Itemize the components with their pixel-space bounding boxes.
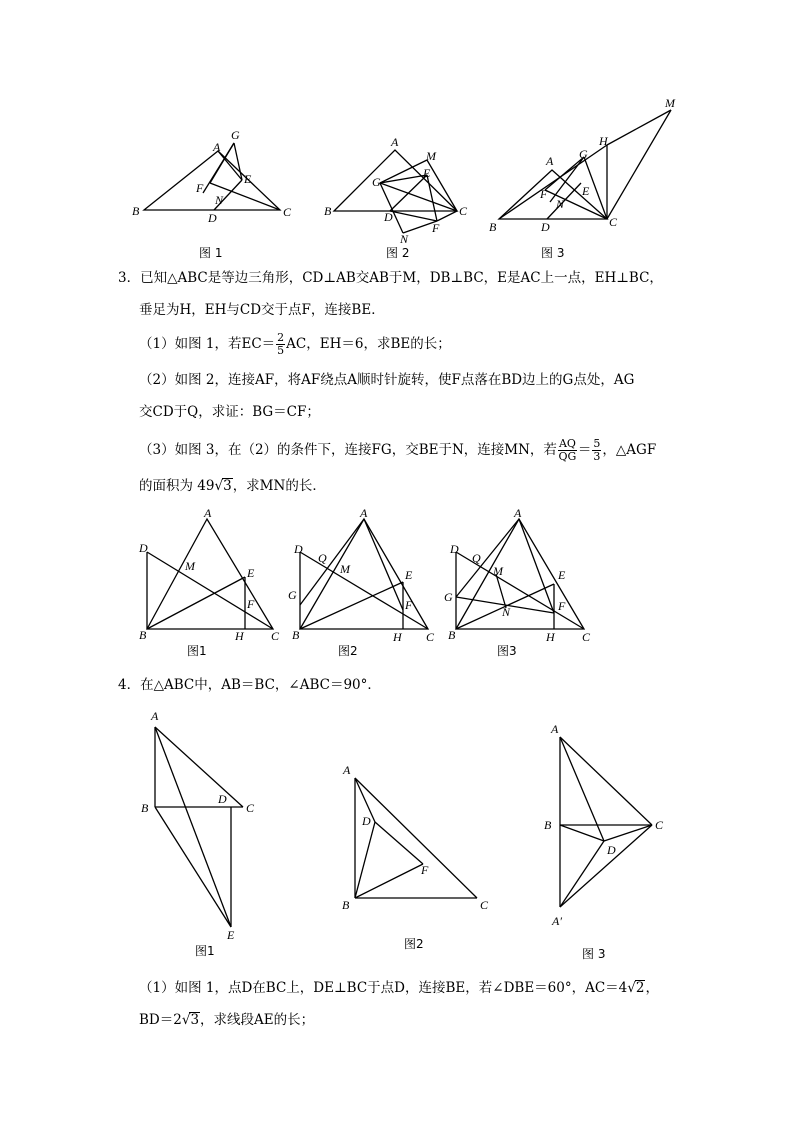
q3-figure-3 (444, 505, 594, 645)
frac-numerator: AQ (558, 437, 576, 450)
q4-caption-3: 图 3 (582, 947, 606, 961)
frac-denominator: 5 (277, 344, 285, 357)
label-a: A (343, 763, 351, 777)
frac-denominator: QG (558, 450, 577, 463)
q3-part2-line1: （2）如图 2，连接AF，将AF绕点A顺时针旋转，使F点落在BD边上的G点处，AG (139, 372, 635, 388)
q3-part3-fraction-aq-qg (558, 438, 577, 463)
label-f: F (405, 598, 413, 612)
label-d: D (208, 211, 217, 225)
label-b: B (448, 628, 456, 642)
q4-figure-3 (540, 715, 680, 935)
label-c: C (609, 215, 618, 229)
q3-part3-sqrt: 3 (223, 478, 232, 494)
label-b: B (292, 628, 300, 642)
q3-figure-1 (135, 505, 285, 645)
q3-number: 3． (118, 270, 141, 286)
segment-ac (560, 737, 652, 825)
label-a: A (213, 140, 221, 154)
q4-intro-line (118, 675, 381, 695)
segment-be (300, 582, 403, 629)
q4-caption-1: 图1 (195, 944, 215, 958)
segment-a-prime-c (560, 825, 652, 907)
segment-df (375, 822, 423, 864)
segment-bd (560, 825, 604, 841)
label-b: B (139, 628, 147, 642)
label-h: H (235, 629, 244, 643)
label-f: F (421, 863, 429, 877)
label-n: N (556, 197, 565, 211)
label-a-prime: A′ (552, 914, 562, 928)
label-c: C (426, 630, 435, 644)
top-caption-1: 图 1 (199, 246, 223, 260)
label-b: B (324, 204, 332, 218)
label-d: D (362, 814, 371, 828)
segment-fc (437, 211, 457, 221)
q3-part1-text-b: AC，EH＝6，求BE的长； (286, 336, 451, 352)
label-c: C (246, 801, 255, 815)
label-e: E (558, 568, 566, 582)
label-c: C (283, 205, 292, 219)
label-q: Q (318, 551, 327, 565)
label-a: A (551, 722, 559, 736)
q4-figure-1 (135, 705, 270, 945)
q3-part3-text-c: 的面积为 49 (139, 478, 215, 494)
top-figure-3 (485, 95, 685, 235)
segment-mc (607, 110, 671, 219)
q4-caption-2: 图2 (404, 937, 424, 951)
segment-ef (427, 175, 437, 221)
q4-part1-text-c: BD＝2 (139, 1012, 182, 1028)
top-figure-2 (320, 135, 480, 250)
label-g: G (444, 590, 453, 604)
label-f: F (558, 599, 566, 613)
q3-part2-line2: 交CD于Q，求证：BG＝CF； (139, 404, 320, 420)
label-e: E (247, 566, 255, 580)
label-f: F (432, 221, 440, 235)
q3-part1 (139, 332, 451, 357)
q4-intro-text: 在△ABC中，AB＝BC，∠ABC＝90°． (140, 677, 381, 693)
label-b: B (544, 818, 552, 832)
q3-part3-equals: ＝ (577, 442, 592, 458)
label-e: E (227, 928, 235, 942)
q4-part1-text-a: （1）如图 1，点D在BC上，DE⊥BC于点D，连接BE，若∠DBE＝60°，AC＝4 (139, 980, 628, 996)
segment-af (519, 519, 554, 613)
label-f: F (540, 187, 548, 201)
q3-part1-fraction (276, 332, 285, 357)
label-n: N (400, 232, 409, 246)
label-f: F (247, 597, 255, 611)
q3-caption-1: 图1 (187, 644, 207, 658)
q3-part3-line1 (139, 438, 656, 463)
segment-ae (155, 727, 231, 927)
label-d: D (384, 210, 393, 224)
label-c: C (480, 898, 489, 912)
label-h: H (546, 630, 555, 644)
label-g: G (231, 128, 240, 142)
label-n: N (502, 605, 511, 619)
q4-part1-line1: （1）如图 1，点D在BC上，DE⊥BC于点D，连接BE，若∠DBE＝60°，AC＝4√2， (139, 980, 659, 996)
label-m: M (493, 564, 503, 578)
label-b: B (342, 898, 350, 912)
q4-part1-text-d: ，求线段AE的长； (200, 1012, 315, 1028)
label-b: B (141, 801, 149, 815)
label-e: E (405, 568, 413, 582)
label-f: F (196, 181, 204, 195)
segment-be (155, 807, 231, 927)
label-g: G (288, 588, 297, 602)
label-a: A (151, 709, 159, 723)
label-m: M (665, 96, 675, 110)
frac-numerator: 2 (277, 331, 285, 344)
q4-figure-2 (335, 760, 495, 915)
frac-denominator: 3 (593, 450, 601, 463)
label-a: A (514, 506, 522, 520)
q3-intro-line2: 垂足为H，EH与CD交于点F，连接BE． (139, 302, 385, 318)
top-caption-3: 图 3 (541, 246, 565, 260)
q3-part3-text-b: ，△AGF (602, 442, 657, 458)
top-caption-2: 图 2 (386, 246, 410, 260)
label-m: M (185, 559, 195, 573)
q3-figure-2 (288, 505, 438, 645)
segment-af (364, 519, 403, 610)
label-d: D (294, 542, 303, 556)
label-h: H (393, 630, 402, 644)
label-e: E (423, 166, 431, 180)
frac-numerator: 5 (593, 437, 601, 450)
label-d: D (450, 542, 459, 556)
label-c: C (271, 629, 280, 643)
label-a: A (204, 506, 212, 520)
q4-part1-sqrt-2: 3 (190, 1012, 200, 1028)
label-c: C (582, 630, 591, 644)
segment-db (355, 822, 375, 898)
top-figure-1 (130, 125, 290, 230)
label-h: H (599, 134, 608, 148)
label-b: B (489, 220, 497, 234)
segment-ga (300, 519, 364, 605)
q3-part3-text-a: （3）如图 3，在（2）的条件下，连接FG，交BE于N，连接MN，若 (139, 442, 557, 458)
segment-ac (355, 778, 477, 898)
label-n: N (215, 193, 224, 207)
label-d: D (218, 792, 227, 806)
label-d: D (139, 541, 148, 555)
label-a: A (546, 154, 554, 168)
q3-intro-line1 (118, 268, 663, 288)
q4-number: 4． (118, 677, 141, 693)
segment-dc (604, 825, 652, 841)
q3-caption-3: 图3 (497, 644, 517, 658)
label-a: A (391, 135, 399, 149)
label-c: C (459, 204, 468, 218)
q4-part1-line2: BD＝2√3，求线段AE的长； (139, 1012, 315, 1028)
q3-part1-text-a: （1）如图 1，若EC＝ (139, 336, 276, 352)
label-g: G (372, 175, 381, 189)
segment-ac (155, 727, 243, 807)
q3-part3-fraction-5-3 (592, 438, 601, 463)
q3-part3-text-d: ，求MN的长． (232, 478, 326, 494)
label-m: M (426, 149, 436, 163)
label-d: D (607, 843, 616, 857)
segment-bf (355, 864, 423, 898)
q3-intro-text-1: 已知△ABC是等边三角形，CD⊥AB交AB于M，DB⊥BC，E是AC上一点，EH⊥BC， (140, 270, 663, 286)
q4-part1-sqrt-1: 2 (635, 980, 645, 996)
label-g: G (579, 147, 588, 161)
label-d: D (541, 220, 550, 234)
label-c: C (655, 818, 664, 832)
label-a: A (360, 506, 368, 520)
label-e: E (582, 184, 590, 198)
segment-dc (147, 552, 273, 629)
label-q: Q (472, 551, 481, 565)
label-e: E (244, 172, 252, 186)
q4-part1-text-b: ， (645, 980, 659, 996)
q3-caption-2: 图2 (338, 644, 358, 658)
label-m: M (340, 562, 350, 576)
q3-part3-line2: 的面积为 49√3，求MN的长． (139, 478, 326, 494)
label-b: B (132, 204, 140, 218)
